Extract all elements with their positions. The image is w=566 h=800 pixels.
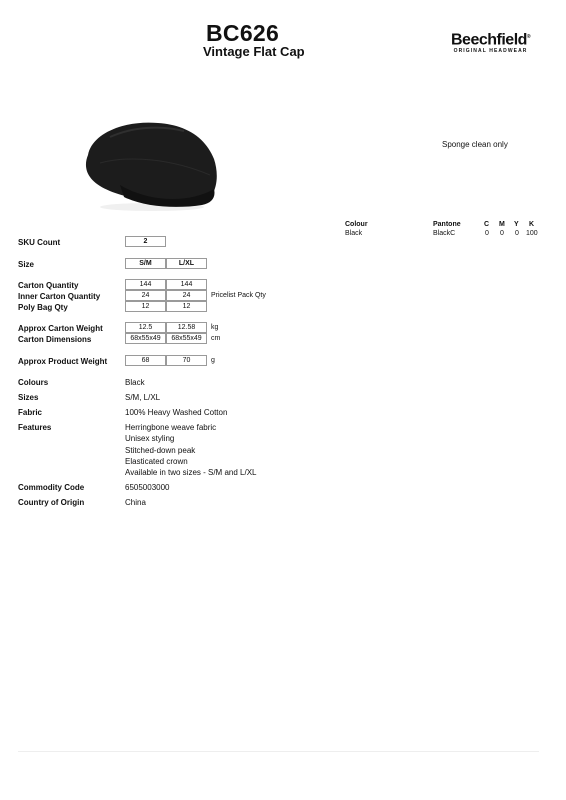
fabric-label: Fabric (18, 408, 43, 417)
sku-count-label: SKU Count (18, 238, 61, 247)
sizes-label: Sizes (18, 393, 39, 402)
flat-cap-photo (80, 115, 220, 215)
inner-carton-note: Pricelist Pack Qty (211, 292, 266, 299)
commodity-code-value: 6505003000 (125, 483, 170, 492)
k-cell: 100 (526, 230, 538, 237)
feature-item: Elasticated crown (125, 456, 188, 466)
sizes-value: S/M, L/XL (125, 393, 161, 402)
k-header: K (529, 221, 535, 228)
carton-qty-label: Carton Quantity (18, 281, 79, 290)
product-name: Vintage Flat Cap (203, 44, 305, 59)
m-header: M (499, 221, 505, 228)
feature-item: Unisex styling (125, 434, 175, 444)
feature-item: Available in two sizes - S/M and L/XL (125, 468, 257, 478)
product-code: BC626 (206, 20, 280, 46)
colours-value: Black (125, 378, 145, 387)
features-list (125, 422, 256, 478)
colours-label: Colours (18, 378, 49, 387)
carton-dim-label: Carton Dimensions (18, 335, 92, 344)
size-lxl: L/XL (166, 258, 207, 269)
poly-bag-lxl: 12 (166, 301, 207, 312)
poly-bag-sm: 12 (125, 301, 166, 312)
carton-weight-sm: 12.5 (125, 322, 166, 333)
carton-qty-lxl: 144 (166, 279, 207, 290)
c-header: C (484, 221, 490, 228)
commodity-code-label: Commodity Code (18, 483, 85, 492)
c-cell: 0 (485, 230, 489, 237)
product-weight-sm: 68 (125, 355, 166, 366)
product-weight-lxl: 70 (166, 355, 207, 366)
country-of-origin-value: China (125, 498, 146, 507)
feature-item: Stitched-down peak (125, 445, 196, 455)
y-cell: 0 (515, 230, 519, 237)
care-instructions: Sponge clean only (442, 140, 508, 149)
size-label: Size (18, 260, 35, 269)
brand-tagline: ORIGINAL HEADWEAR (453, 48, 528, 55)
inner-carton-sm: 24 (125, 290, 166, 301)
carton-weight-label: Approx Carton Weight (18, 324, 103, 333)
sku-count-value: 2 (125, 236, 166, 247)
carton-dim-sm: 68x55x49 (125, 333, 166, 344)
carton-dim-unit: cm (211, 335, 221, 342)
pantone-cell: BlackC (433, 230, 456, 237)
size-sm: S/M (125, 258, 166, 269)
inner-carton-label: Inner Carton Quantity (18, 292, 101, 301)
feature-item: Herringbone weave fabric (125, 423, 217, 432)
carton-weight-unit: kg (211, 324, 219, 331)
cap-crown (86, 123, 217, 204)
brand-name: Beechfield (451, 31, 527, 49)
colour-cell: Black (345, 230, 363, 237)
carton-dim-lxl: 68x55x49 (166, 333, 207, 344)
fabric-value: 100% Heavy Washed Cotton (125, 408, 228, 417)
y-header: Y (514, 221, 519, 228)
pantone-header: Pantone (433, 221, 461, 228)
features-label: Features (18, 423, 52, 432)
brand-logo (451, 29, 530, 54)
inner-carton-lxl: 24 (166, 290, 207, 301)
poly-bag-label: Poly Bag Qty (18, 303, 68, 312)
brand-reg: ® (526, 34, 531, 40)
product-weight-label: Approx Product Weight (18, 357, 108, 366)
carton-weight-lxl: 12.58 (166, 322, 207, 333)
product-weight-unit: g (211, 357, 215, 364)
footer-divider (18, 751, 539, 752)
m-cell: 0 (500, 230, 504, 237)
colour-header: Colour (345, 221, 368, 228)
carton-qty-sm: 144 (125, 279, 166, 290)
country-of-origin-label: Country of Origin (18, 498, 85, 507)
